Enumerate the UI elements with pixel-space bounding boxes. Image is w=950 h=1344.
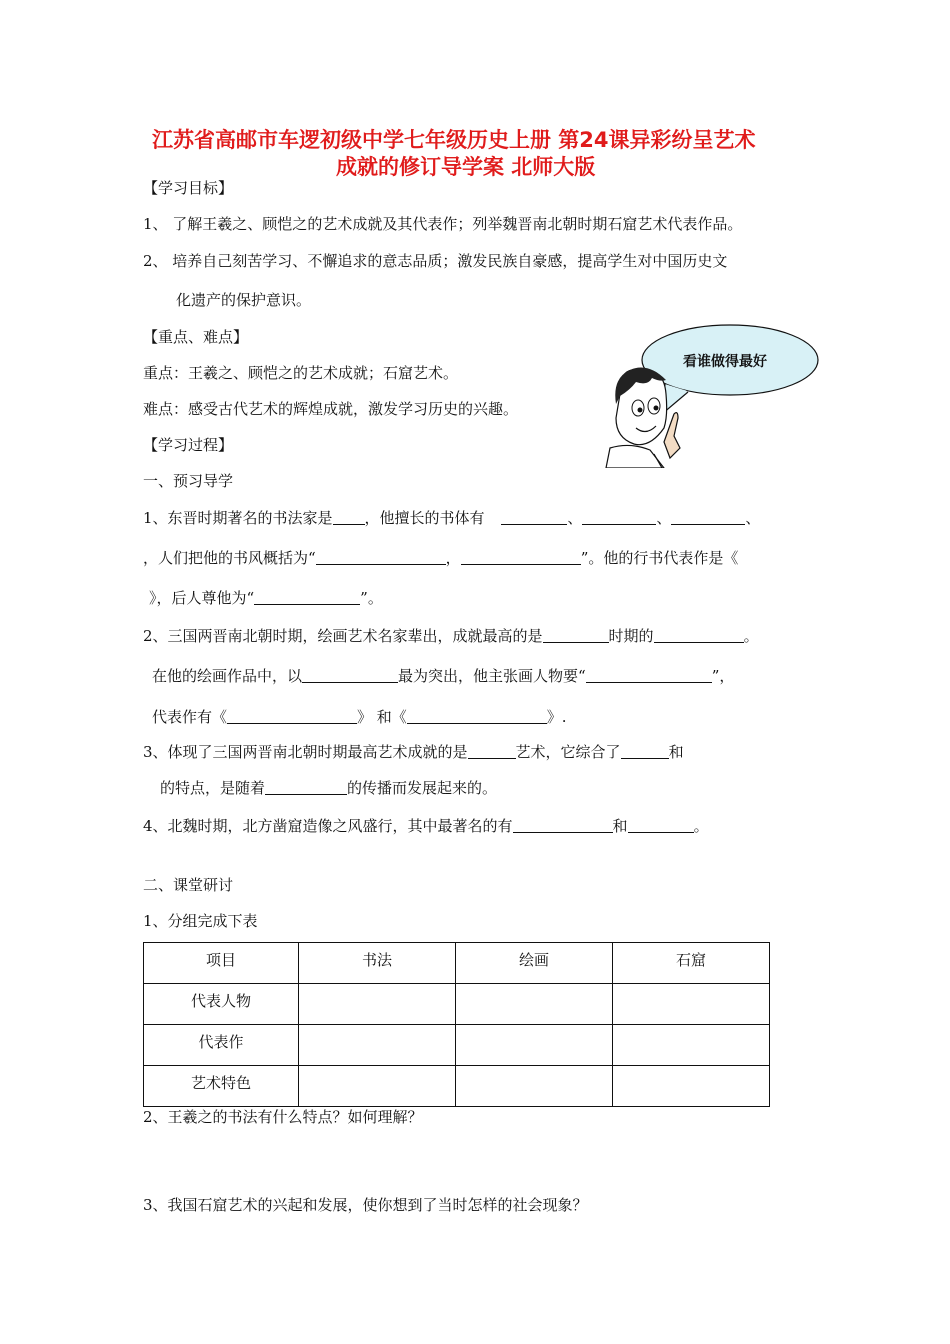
table-cell[interactable] bbox=[456, 1066, 613, 1107]
blank[interactable] bbox=[543, 628, 609, 643]
doc-title-line2: 成就的修订导学案 北师大版 bbox=[336, 155, 596, 179]
table-row bbox=[144, 1066, 770, 1107]
question-4 bbox=[143, 816, 709, 836]
q1-text: ，人们把他的书风概括为“ bbox=[143, 549, 316, 567]
q2-text: 》 和《 bbox=[357, 708, 407, 726]
blank[interactable] bbox=[302, 668, 398, 683]
blank[interactable] bbox=[227, 709, 357, 724]
table-cell[interactable] bbox=[456, 1025, 613, 1066]
keypoints-heading: 【重点、难点】 bbox=[143, 328, 249, 346]
q2-text: ”， bbox=[711, 667, 735, 685]
table-cell[interactable] bbox=[456, 984, 613, 1025]
cartoon-boy-illustration bbox=[590, 318, 830, 468]
q2-text: 在他的绘画作品中，以 bbox=[152, 667, 303, 685]
table-cell[interactable] bbox=[299, 1025, 456, 1066]
q2-text: 》. bbox=[546, 708, 567, 726]
q3-text: 和 bbox=[668, 743, 684, 761]
blank[interactable] bbox=[654, 628, 744, 643]
goals-heading: 【学习目标】 bbox=[143, 179, 234, 197]
q2-text: 时期的 bbox=[608, 627, 654, 645]
table-row-label: 代表作 bbox=[144, 1025, 299, 1066]
question-2-line1 bbox=[143, 626, 759, 646]
bubble-text: 看谁做得最好 bbox=[683, 354, 767, 370]
part1-heading: 一、预习导学 bbox=[143, 472, 234, 490]
difficult-point: 难点：感受古代艺术的辉煌成就，激发学习历史的兴趣。 bbox=[143, 400, 519, 418]
table-header-cell: 石窟 bbox=[613, 943, 770, 984]
table-cell[interactable] bbox=[613, 1066, 770, 1107]
task-2: 2、王羲之的书法有什么特点？如何理解？ bbox=[143, 1108, 423, 1126]
table-header-cell: 绘画 bbox=[456, 943, 613, 984]
q2-text: 最为突出，他主张画人物要“ bbox=[398, 667, 586, 685]
q1-text: 》，后人尊他为“ bbox=[149, 589, 255, 607]
table-cell[interactable] bbox=[613, 1025, 770, 1066]
q3-text: 的特点，是随着 bbox=[160, 779, 266, 797]
q4-text: 4、北魏时期，北方凿窟造像之风盛行，其中最著名的有 bbox=[143, 817, 513, 835]
question-2-line2 bbox=[152, 666, 734, 686]
blank[interactable] bbox=[407, 709, 547, 724]
blank[interactable] bbox=[461, 550, 581, 565]
question-2-line3 bbox=[152, 707, 567, 727]
q1-text: ，他擅长的书体有 bbox=[364, 509, 485, 527]
task-3: 3、我国石窟艺术的兴起和发展，使你想到了当时怎样的社会现象？ bbox=[143, 1196, 588, 1214]
q3-text: 艺术，它综合了 bbox=[515, 743, 621, 761]
blank[interactable] bbox=[628, 818, 694, 833]
table-cell[interactable] bbox=[299, 1066, 456, 1107]
q1-sep: 、 bbox=[656, 509, 672, 527]
blank[interactable] bbox=[582, 510, 656, 525]
question-1-line1 bbox=[143, 508, 760, 528]
q3-text: 的传播而发展起来的。 bbox=[347, 779, 498, 797]
q2-text: 代表作有《 bbox=[152, 708, 228, 726]
q1-sep: 、 bbox=[745, 509, 761, 527]
key-point: 重点：王羲之、顾恺之的艺术成就；石窟艺术。 bbox=[143, 364, 459, 382]
question-3-line2 bbox=[160, 778, 497, 798]
task-1: 1、分组完成下表 bbox=[143, 912, 258, 930]
doc-title-line1: 江苏省高邮市车逻初级中学七年级历史上册 第24课异彩纷呈艺术 bbox=[152, 128, 756, 152]
goal-item-2a: 2、 培养自己刻苦学习、不懈追求的意志品质；激发民族自豪感，提高学生对中国历史文 bbox=[143, 252, 728, 270]
blank[interactable] bbox=[513, 818, 613, 833]
q1-text: 1、东晋时期著名的书法家是 bbox=[143, 509, 333, 527]
table-header-row bbox=[144, 943, 770, 984]
question-1-line2 bbox=[143, 548, 738, 568]
q1-text: ”。他的行书代表作是《 bbox=[580, 549, 739, 567]
blank[interactable] bbox=[501, 510, 567, 525]
blank[interactable] bbox=[254, 590, 360, 605]
q3-text: 3、体现了三国两晋南北朝时期最高艺术成就的是 bbox=[143, 743, 468, 761]
blank[interactable] bbox=[621, 744, 669, 759]
q2-text: 2、三国两晋南北朝时期，绘画艺术名家辈出，成就最高的是 bbox=[143, 627, 543, 645]
summary-table bbox=[143, 942, 770, 1107]
question-3-line1 bbox=[143, 742, 684, 762]
blank[interactable] bbox=[316, 550, 446, 565]
table-header-cell: 项目 bbox=[144, 943, 299, 984]
goal-item-1: 1、 了解王羲之、顾恺之的艺术成就及其代表作；列举魏晋南北朝时期石窟艺术代表作品。 bbox=[143, 215, 743, 233]
q4-text: 和 bbox=[612, 817, 628, 835]
table-header-cell: 书法 bbox=[299, 943, 456, 984]
process-heading: 【学习过程】 bbox=[143, 436, 234, 454]
table-row-label: 艺术特色 bbox=[144, 1066, 299, 1107]
blank[interactable] bbox=[586, 668, 712, 683]
part2-heading: 二、课堂研讨 bbox=[143, 876, 234, 894]
question-1-line3 bbox=[149, 588, 383, 608]
q2-text: 。 bbox=[743, 627, 759, 645]
q1-text: ， bbox=[445, 549, 461, 567]
table-cell[interactable] bbox=[299, 984, 456, 1025]
table-row bbox=[144, 984, 770, 1025]
q1-sep: 、 bbox=[567, 509, 583, 527]
blank[interactable] bbox=[265, 780, 347, 795]
blank[interactable] bbox=[671, 510, 745, 525]
blank[interactable] bbox=[468, 744, 516, 759]
blank[interactable] bbox=[333, 510, 365, 525]
q1-text: ”。 bbox=[360, 589, 383, 607]
q4-text: 。 bbox=[693, 817, 709, 835]
table-row-label: 代表人物 bbox=[144, 984, 299, 1025]
table-cell[interactable] bbox=[613, 984, 770, 1025]
goal-item-2b: 化遗产的保护意识。 bbox=[176, 291, 312, 309]
table-row bbox=[144, 1025, 770, 1066]
